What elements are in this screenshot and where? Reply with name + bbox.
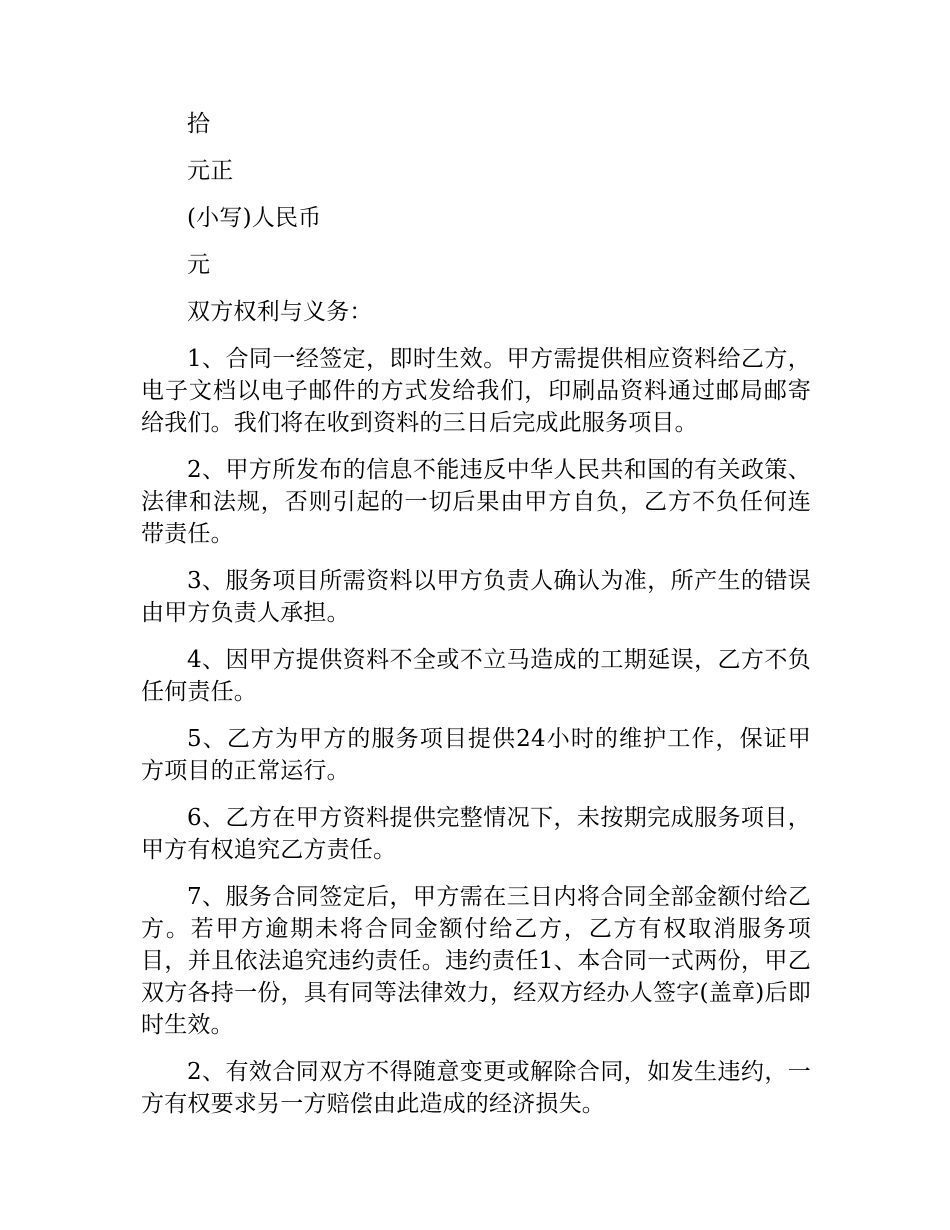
amount-line-lowercase-rmb: (小写)人民币 <box>187 205 322 231</box>
clause-5: 5、乙方为甲方的服务项目提供24小时的维护工作，保证甲方项目的正常运行。 <box>141 726 811 784</box>
clause-7: 7、服务合同签定后，甲方需在三日内将合同全部金额付给乙方。若甲方逾期未将合同金额付给乙方，乙方有权取消服务项目，并且依法追究违约责任。违约责任1、本合同一式两份，甲乙双方各持一份，具有同等法律效力，经双方经办人签字(盖章)后即时生效。 <box>141 884 811 1038</box>
clause-1: 1、合同一经签定，即时生效。甲方需提供相应资料给乙方，电子文档以电子邮件的方式发给我们，印刷品资料通过邮局邮寄给我们。我们将在收到资料的三日后完成此服务项目。 <box>141 346 811 436</box>
amount-line-yuan: 元 <box>187 252 211 278</box>
clause-6: 6、乙方在甲方资料提供完整情况下，未按期完成服务项目，甲方有权追究乙方责任。 <box>141 805 811 863</box>
rights-obligations-heading: 双方权利与义务： <box>187 299 373 325</box>
amount-line-yuanzheng: 元正 <box>187 158 234 184</box>
breach-clause-2: 2、有效合同双方不得随意变更或解除合同，如发生违约，一方有权要求另一方赔偿由此造成的经济损失。 <box>141 1059 811 1117</box>
document-body <box>141 108 811 1135</box>
clause-4: 4、因甲方提供资料不全或不立马造成的工期延误，乙方不负任何责任。 <box>141 647 811 705</box>
clause-2: 2、甲方所发布的信息不能违反中华人民共和国的有关政策、法律和法规，否则引起的一切后果由甲方自负，乙方不负任何连带责任。 <box>141 457 811 547</box>
amount-line-shi: 拾 <box>187 111 211 137</box>
clause-3: 3、服务项目所需资料以甲方负责人确认为准，所产生的错误由甲方负责人承担。 <box>141 568 811 626</box>
